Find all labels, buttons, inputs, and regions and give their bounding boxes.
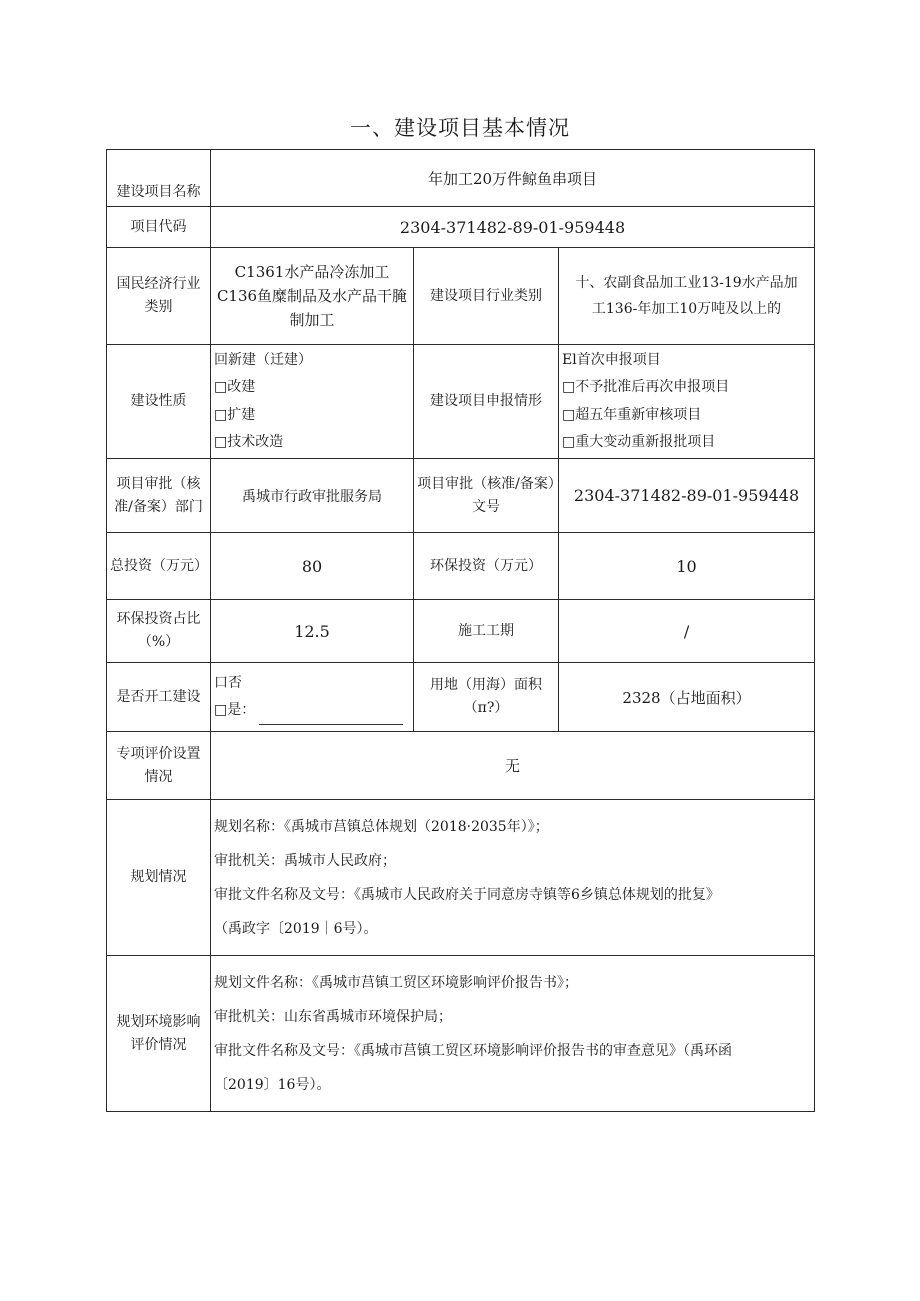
construction-period-value: /: [559, 600, 815, 663]
declaration-label: 建设项目申报情形: [414, 345, 559, 459]
land-area-label: 用地（用海）面积（π?）: [414, 663, 559, 732]
total-investment-label: 总投资（万元）: [107, 533, 211, 600]
project-industry-line: 工136-年加工10万吨及以上的: [591, 301, 782, 317]
industry-value: [211, 248, 414, 345]
declaration-option-major-change[interactable]: □重大变动重新报批项目: [562, 434, 716, 450]
env-ratio-value: 12.5: [211, 600, 414, 663]
started-option-no[interactable]: 口否: [214, 674, 242, 691]
industry-value-line: C136鱼糜制品及水产品干腌: [216, 287, 408, 305]
started-label: 是否开工建设: [107, 663, 211, 732]
project-code-label: 项目代码: [107, 207, 211, 248]
industry-value-line: C1361水产品冷冻加工: [234, 263, 390, 281]
project-info-table: [106, 149, 815, 1112]
land-area-value: 2328（占地面积）: [559, 663, 815, 732]
row-special-evaluation: [107, 732, 815, 800]
industry-label: 国民经济行业类别: [107, 248, 211, 345]
planning-line: 审批文件名称及文号：《禹城市人民政府关于同意房寺镇等6乡镇总体规划的批复》: [214, 886, 720, 903]
project-industry-line: 十、农副食品加工业13-19水产品加: [575, 275, 798, 291]
special-evaluation-label: 专项评价设置情况: [107, 732, 211, 800]
declaration-option-five-years[interactable]: □超五年重新审核项目: [562, 406, 702, 423]
env-investment-label: 环保投资（万元）: [414, 533, 559, 600]
row-project-name: [107, 150, 815, 207]
started-option-yes-label: □是：: [214, 702, 256, 718]
project-industry-label: 建设项目行业类别: [414, 248, 559, 345]
planning-line: 审批机关：禹城市人民政府；: [214, 852, 396, 869]
eia-line: 审批文件名称及文号：《禹城市莒镇工贸区环境影响评价报告书的审查意见》（禹环函: [214, 1042, 732, 1059]
row-industry: [107, 248, 815, 345]
nature-option-new[interactable]: 回新建（迁建）: [214, 351, 312, 368]
project-name-label: 建设项目名称: [107, 150, 211, 207]
project-code-value: 2304-371482-89-01-959448: [211, 207, 815, 248]
approval-doc-label: 项目审批（核准/备案）文号: [414, 459, 559, 533]
eia-line: 规划文件名称：《禹城市莒镇工贸区环境影响评价报告书》；: [214, 974, 578, 991]
eia-line: 审批机关：山东省禹城市环境保护局；: [214, 1008, 452, 1025]
env-investment-value: 10: [559, 533, 815, 600]
nature-options: [211, 345, 414, 459]
total-investment-value: 80: [211, 533, 414, 600]
planning-line: （禹政字〔2019｜6号）。: [214, 920, 378, 937]
row-planning: [107, 800, 815, 956]
row-nature: [107, 345, 815, 459]
started-option-yes[interactable]: [214, 697, 410, 725]
row-investment: [107, 533, 815, 600]
planning-eia-label: 规划环境影响评价情况: [107, 956, 211, 1112]
construction-period-label: 施工工期: [414, 600, 559, 663]
special-evaluation-value: 无: [211, 732, 815, 800]
declaration-option-first[interactable]: El首次申报项目: [562, 351, 661, 368]
declaration-options: [559, 345, 815, 459]
row-ratio: [107, 600, 815, 663]
planning-label: 规划情况: [107, 800, 211, 956]
row-planning-eia: [107, 956, 815, 1112]
nature-option-rebuild[interactable]: □改建: [214, 379, 256, 395]
page-title: 一、建设项目基本情况: [350, 116, 570, 140]
nature-option-expand[interactable]: □扩建: [214, 406, 256, 423]
approval-dept-label: 项目审批（核准/备案）部门: [107, 459, 211, 533]
env-ratio-label: 环保投资占比（%）: [107, 600, 211, 663]
row-started: [107, 663, 815, 732]
declaration-option-resubmit[interactable]: □不予批准后再次申报项目: [562, 379, 730, 395]
project-industry-value: [559, 248, 815, 345]
approval-dept-value: 禹城市行政审批服务局: [211, 459, 414, 533]
project-name-value: 年加工20万件鲸鱼串项目: [211, 150, 815, 207]
eia-line: 〔2019〕16号）。: [214, 1076, 331, 1093]
nature-option-tech[interactable]: □技术改造: [214, 434, 284, 450]
approval-doc-value: 2304-371482-89-01-959448: [559, 459, 815, 533]
industry-value-line: 制加工: [289, 311, 335, 329]
planning-content: [211, 800, 815, 956]
planning-eia-content: [211, 956, 815, 1112]
row-project-code: [107, 207, 815, 248]
nature-label: 建设性质: [107, 345, 211, 459]
row-approval: [107, 459, 815, 533]
started-options: [211, 663, 414, 732]
start-date-blank[interactable]: [259, 710, 403, 725]
planning-line: 规划名称：《禹城市莒镇总体规划（2018·2035年）》；: [214, 818, 549, 835]
